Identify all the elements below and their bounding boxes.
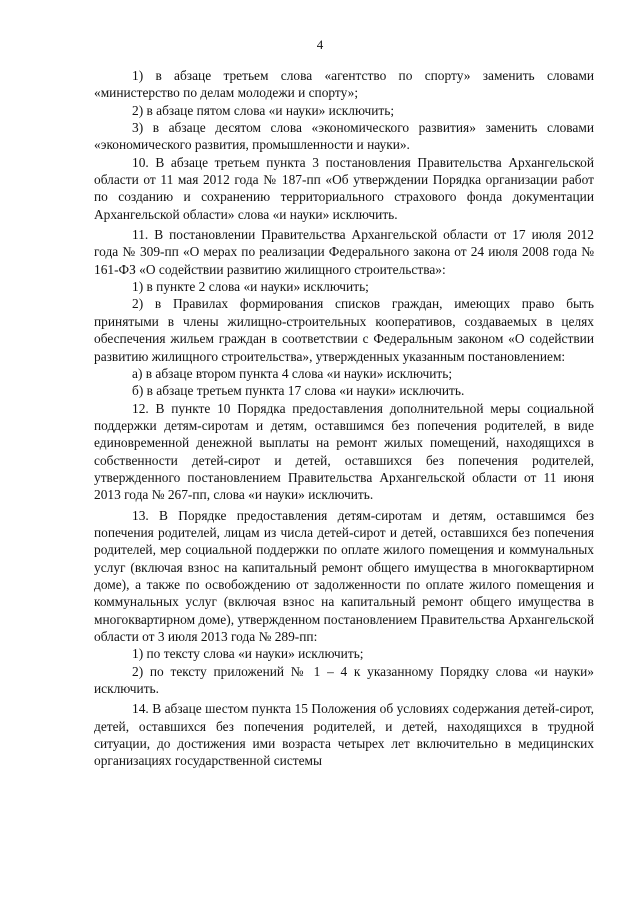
paragraph-3: 3) в абзаце десятом слова «экономического развития» заменить словами «экономического развития, промышленности и науки». — [94, 120, 594, 153]
paragraph-2: 2) в абзаце пятом слова «и науки» исключить; — [132, 102, 395, 118]
document-body — [94, 67, 594, 770]
paragraph-item-11: 11. В постановлении Правительства Архангельской области от 17 июля 2012 года № 309-пп «О мерах по реализации Федерального закона от 24 июля 2008 года № 161-ФЗ «О содействии развитию жилищного строительства»: — [94, 227, 594, 277]
paragraph-13-sub-2: 2) по тексту приложений № 1 – 4 к указанному Порядку слова «и науки» исключить. — [94, 663, 594, 697]
paragraph-item-14: 14. В абзаце шестом пункта 15 Положения об условиях содержания детей-сирот, детей, оставшихся без попечения родителей, и детей, находящихся в трудной ситуации, до достижения ими возраста четырех лет включительно в медицинских организациях государственной системы — [94, 701, 594, 769]
paragraph-item-13: 13. В Порядке предоставления детям-сиротам и детям, оставшимся без попечения родителей, лицам из числа детей-сирот и детей, оставшихся без попечения родителей, мер социальной поддержки по оплате жилого помещения и коммунальных услуг (включая взнос на капитальный ремонт общего имущества в многоквартирном доме), а также по освобождению от задолженности по оплате жилого помещения и коммунальных услуг (включая взнос на капитальный ремонт общего имущества в многоквартирном доме), утвержденном постановлением Правительства Архангельской области от 3 июля 2013 года № 289-пп: — [94, 507, 594, 644]
paragraph-13-sub-1: 1) по тексту слова «и науки» исключить; — [132, 646, 364, 662]
paragraph-item-12: 12. В пункте 10 Порядка предоставления дополнительной меры социальной поддержки детям-сиротам и детям, оставшимся без попечения родителей, в виде единовременной денежной выплаты на ремонт жилых помещений, находящихся в собственности детей-сирот и детей, оставшихся без попечения родителей, утвержденного постановлением Правительства Архангельской области от 11 июня 2013 года № 267-пп, слова «и науки» исключить. — [94, 400, 594, 503]
paragraph-11-sub-1: 1) в пункте 2 слова «и науки» исключить; — [132, 279, 369, 295]
paragraph-11-sub-a: а) в абзаце втором пункта 4 слова «и науки» исключить; — [132, 365, 453, 381]
paragraph-item-10: 10. В абзаце третьем пункта 3 постановления Правительства Архангельской области от 11 мая 2012 года № 187-пп «Об утверждении Порядка организации работ по созданию и сохранению территориального страхового фонда документации Архангельской области» слова «и науки» исключить. — [94, 154, 594, 222]
paragraph-11-sub-b: б) в абзаце третьем пункта 17 слова «и науки» исключить. — [132, 383, 465, 399]
page-number: 4 — [316, 37, 324, 52]
paragraph-11-sub-2: 2) в Правилах формирования списков граждан, имеющих право быть принятыми в члены жилищно-строительных кооперативов, создаваемых в целях обеспечения жильем граждан в соответствии с Федеральным законом «О содействии развитию жилищного строительства», утвержденных указанным постановлением: — [94, 296, 594, 364]
paragraph-1: 1) в абзаце третьем слова «агентство по спорту» заменить словами «министерство по делам молодежи и спорту»; — [94, 68, 594, 101]
